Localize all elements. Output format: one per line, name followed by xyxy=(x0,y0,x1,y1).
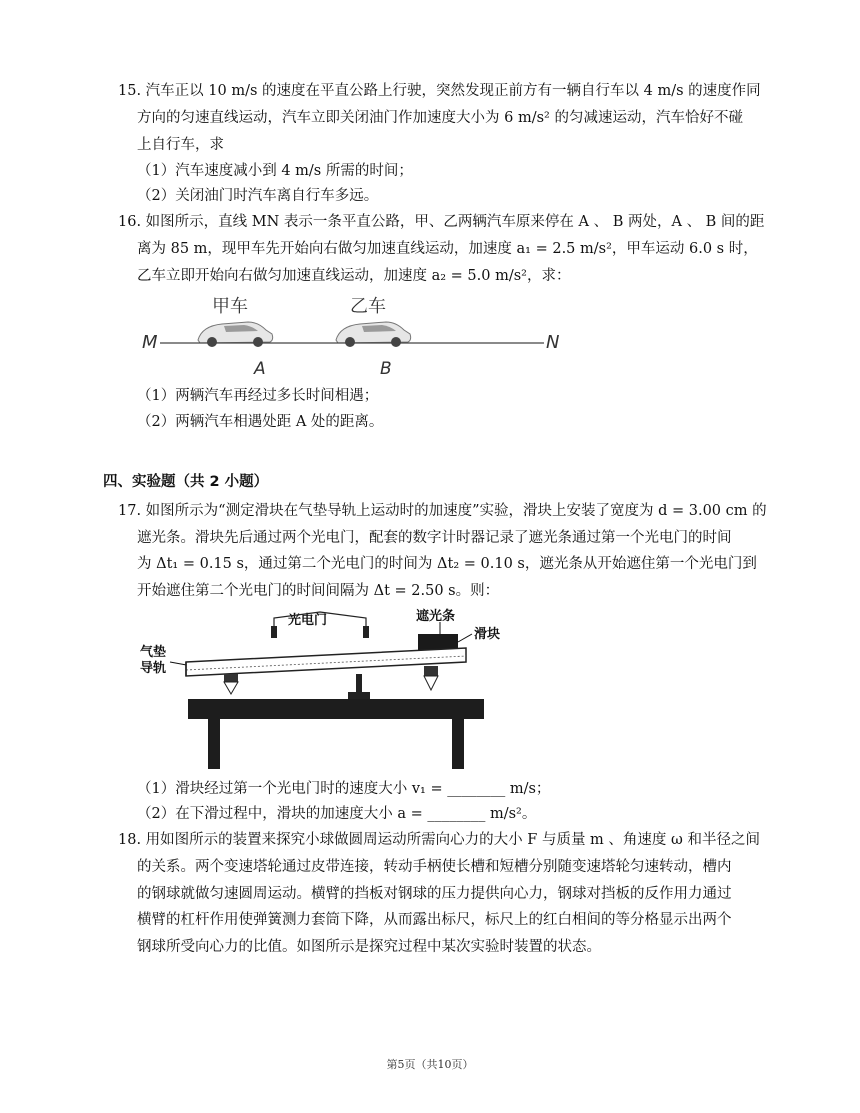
shade-label: 遮光条 xyxy=(416,609,456,624)
q17-line-4: 开始遮住第二个光电门的时间间隔为 Δt = 2.50 s。则： xyxy=(137,583,500,599)
q15-sub-1: （1）汽车速度减小到 4 m/s 所需的时间； xyxy=(137,163,413,179)
q18-line-5: 钢球所受向心力的比值。如图所示是探究过程中某次实验时装置的状态。 xyxy=(137,939,601,955)
q16-line-3: 乙车立即开始向右做匀加速直线运动，加速度 a₂ = 5.0 m/s²，求： xyxy=(137,268,571,284)
q17-line-3: 为 Δt₁ = 0.15 s，通过第二个光电门的时间为 Δt₂ = 0.10 s，遮光条从开始遮住第一个光电门到 xyxy=(137,556,757,572)
q15-line-3: 上自行车，求 xyxy=(137,137,224,153)
air-track-figure xyxy=(140,604,501,774)
table-leg-left xyxy=(208,719,220,769)
gate-label: 光电门 xyxy=(288,613,328,628)
q16-sub-2: （2）两辆汽车相遇处距 A 处的距离。 xyxy=(137,414,384,430)
q17-line-1: 17. 如图所示为“测定滑块在气垫导轨上运动时的加速度”实验，滑块上安装了宽度为 d = 3.00 cm 的 xyxy=(118,503,767,519)
rail-label-2: 导轨 xyxy=(140,661,167,676)
road-end-m: M xyxy=(142,332,158,353)
point-b-label: B xyxy=(380,359,392,379)
point-a-label: A xyxy=(254,359,266,379)
slider-label: 滑块 xyxy=(474,627,501,642)
q17-sub-2: （2）在下滑过程中，滑块的加速度大小 a = ________ m/s²。 xyxy=(137,806,537,822)
q18-line-1: 18. 用如图所示的装置来探究小球做圆周运动所需向心力的大小 F 与质量 m 、角速度 ω 和半径之间 xyxy=(118,832,760,848)
q18-line-4: 横臂的杠杆作用使弹簧测力套筒下降，从而露出标尺，标尺上的红白相间的等分格显示出两个 xyxy=(137,912,732,928)
q17-line-2: 遮光条。滑块先后通过两个光电门，配套的数字计时器记录了遮光条通过第一个光电门的时间 xyxy=(137,530,732,546)
q18-line-2: 的关系。两个变速塔轮通过皮带连接，转动手柄使长槽和短槽分别随变速塔轮匀速转动，槽内 xyxy=(137,859,732,875)
q15-line-1: 15. 汽车正以 10 m/s 的速度在平直公路上行驶，突然发现正前方有一辆自行车以 4 m/s 的速度作同 xyxy=(118,83,761,99)
q16-line-1: 16. 如图所示，直线 MN 表示一条平直公路，甲、乙两辆汽车原来停在 A 、 B 两处，A 、 B 间的距 xyxy=(118,214,765,230)
q16-sub-1: （1）两辆汽车再经过多长时间相遇； xyxy=(137,388,379,404)
photogate-2-icon xyxy=(363,626,369,638)
rail-label-1: 气垫 xyxy=(140,645,167,660)
car-b-label: 乙车 xyxy=(350,296,386,317)
photogate-1-icon xyxy=(271,626,277,638)
q15-line-2: 方向的匀速直线运动，汽车立即关闭油门作加速度大小为 6 m/s² 的匀减速运动，汽车恰好不碰 xyxy=(137,110,743,126)
section-heading: 四、实验题（共 2 小题） xyxy=(103,474,269,490)
page-footer: 第5页（共10页） xyxy=(386,1058,474,1071)
road-end-n: N xyxy=(546,332,560,353)
car-a-label: 甲车 xyxy=(212,296,248,317)
q16-line-2: 离为 85 m，现甲车先开始向右做匀加速直线运动，加速度 a₁ = 2.5 m/s²，甲车运动 6.0 s 时， xyxy=(137,241,758,257)
q15-sub-2: （2）关闭油门时汽车离自行车多远。 xyxy=(137,188,379,204)
q18-line-3: 的钢球就做匀速圆周运动。横臂的挡板对钢球的压力提供向心力，钢球对挡板的反作用力通过 xyxy=(137,886,732,902)
table-leg-right xyxy=(452,719,464,769)
q17-sub-1: （1）滑块经过第一个光电门时的速度大小 v₁ = ________ m/s； xyxy=(137,781,551,797)
road-figure xyxy=(140,290,580,380)
table-top xyxy=(188,699,484,719)
